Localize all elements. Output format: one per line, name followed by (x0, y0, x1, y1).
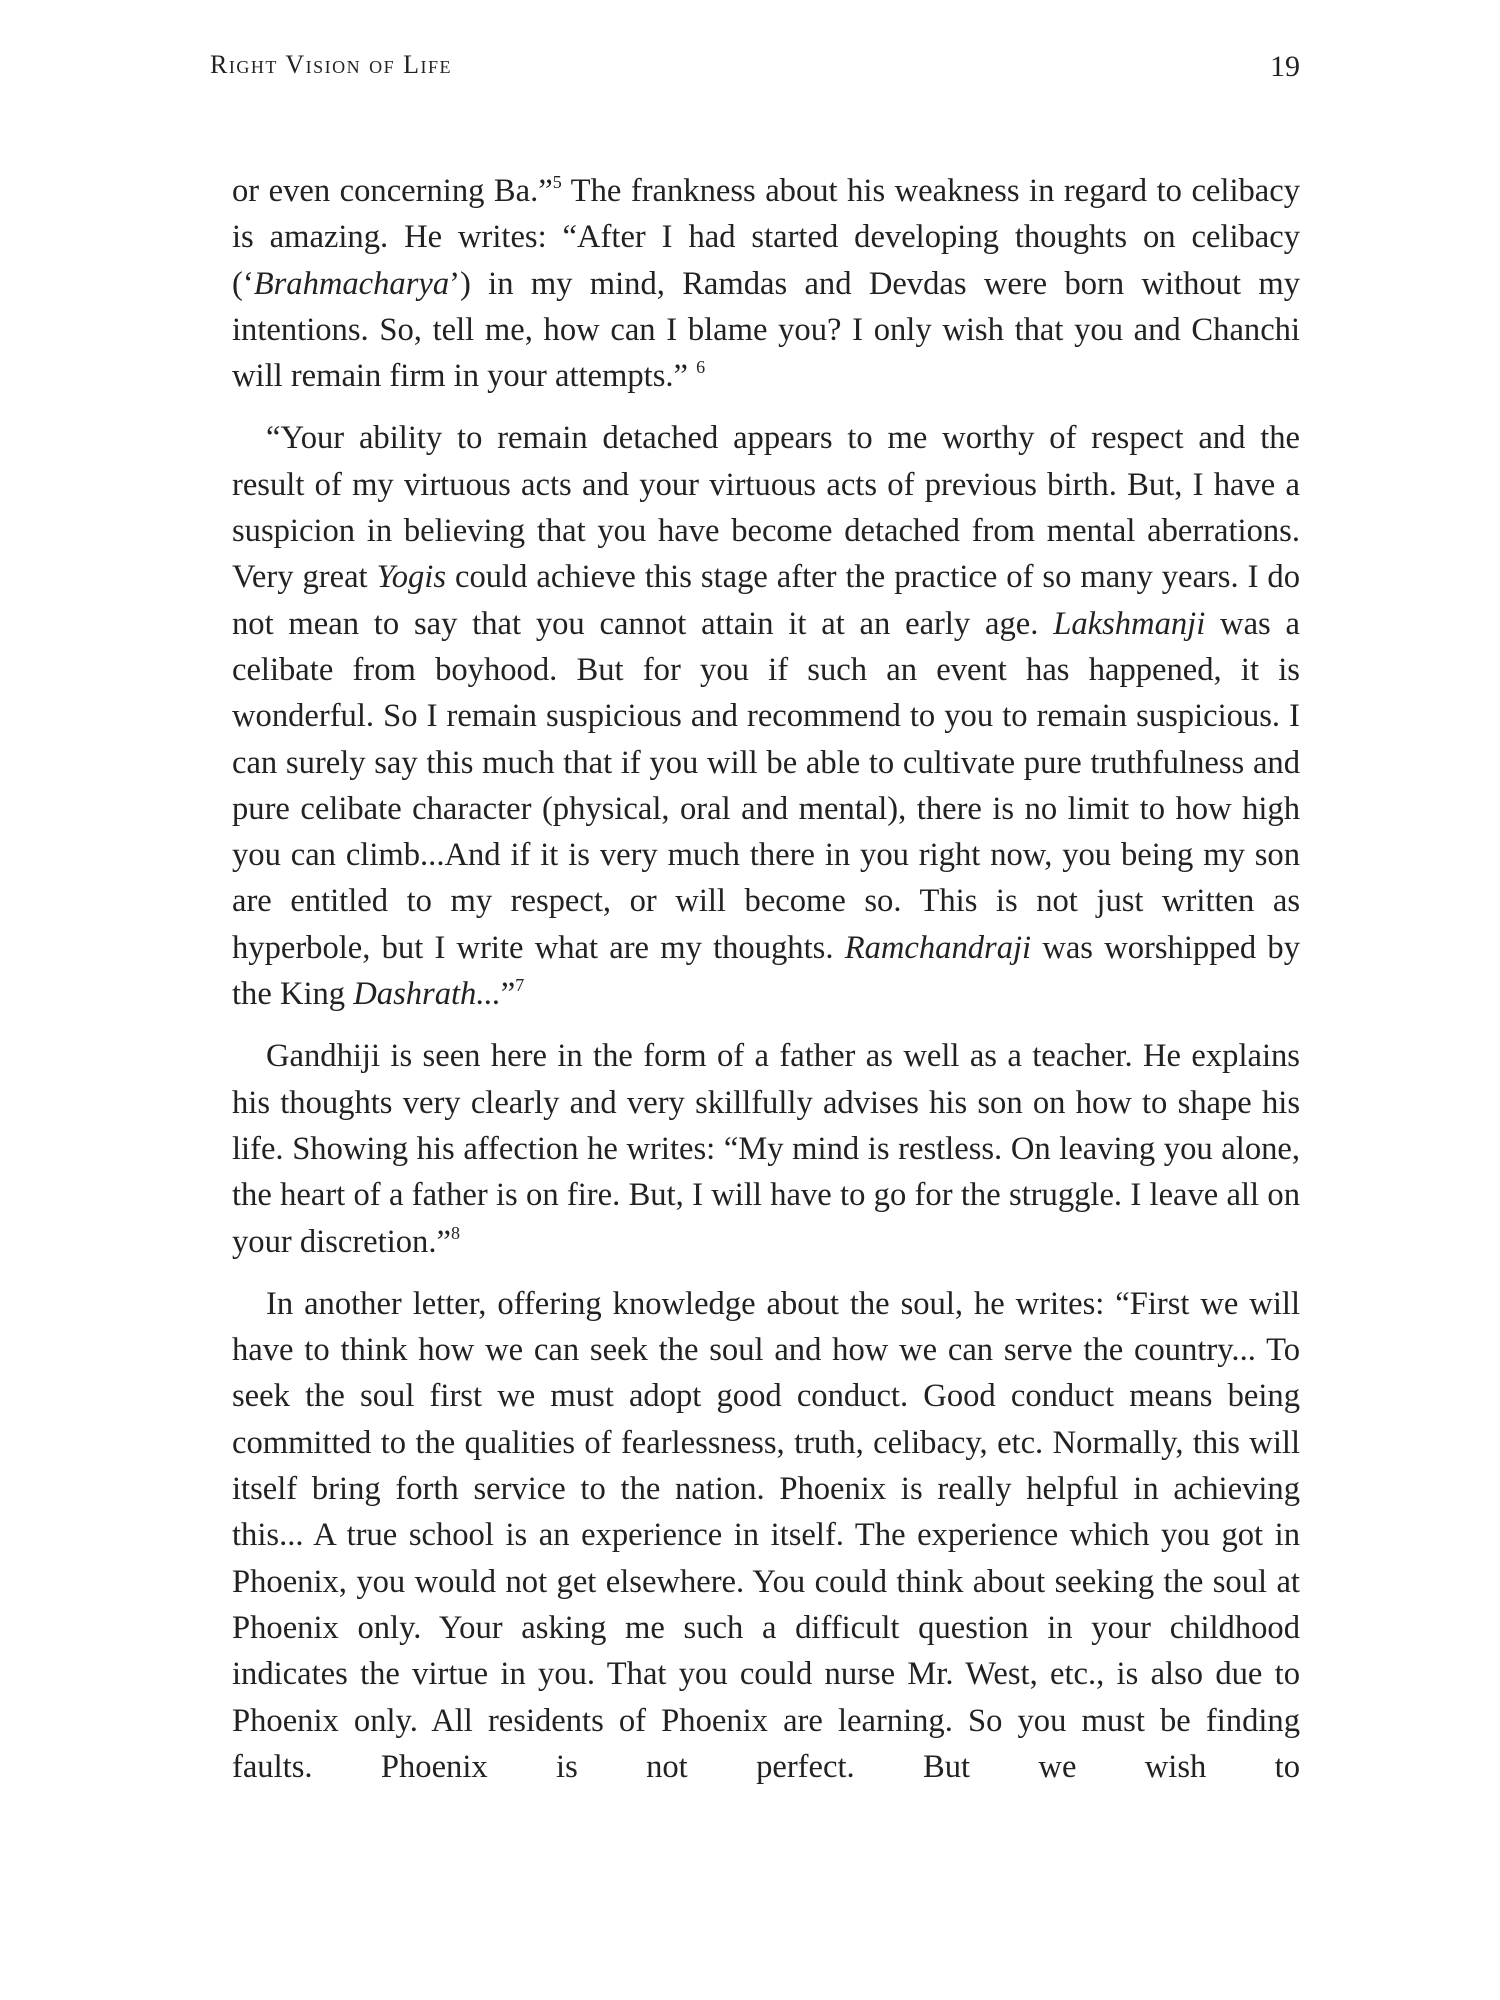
italic-term: Dashrath... (353, 976, 501, 1013)
paragraph-3 (232, 1033, 1300, 1264)
footnote-ref-5: 5 (552, 172, 562, 192)
text-run: or even concerning Ba.” (232, 173, 553, 209)
text-run: was a celibate from boyhood. But for you if such an event has happened, it is wonderful. So I remain suspicious and recommend to you to remain suspicious. I can surely say this much that if you will be able to cultivate pure truthfulness and pure celibate character (physical, oral and mental), there is no limit to how high you can climb...And if it is very much there in you right now, you being my son are entitled to my respect, or will become so. This is not just written as hyperbole, but I write what are my thoughts. (232, 605, 1300, 966)
paragraph-4 (232, 1281, 1300, 1790)
text-run: was worshipped by the King (232, 929, 1301, 1013)
footnote-ref-6: 6 (696, 357, 706, 378)
text-run: Gandhiji is seen here in the form of a father as well as a teacher. He explains his thoughts very clearly and very skillfully advises his son on how to shape his life. Showing his affection he writes: “My mind is restless. On leaving you alone, the heart of a father is on fire. But, I will have to go for the struggle. I leave all on your discretion.” (232, 1038, 1300, 1260)
italic-term: Yogis (376, 559, 447, 596)
footnote-ref-7: 7 (515, 975, 525, 996)
page-number: 19 (1270, 50, 1300, 83)
paragraph-1 (232, 168, 1300, 399)
text-run: ” (500, 976, 516, 1013)
text-run: In another letter, offering knowledge about the soul, he writes: “First we will have to think how we can seek the soul and how we can serve the country... To seek the soul first we must adopt good conduct. Good conduct means being committed to the qualities of fearlessness, truth, celibacy, etc. Normally, this will itself bring forth service to the nation. Phoenix is really helpful in achieving this... A true school is an experience in itself. The experience which you got in Phoenix, you would not get elsewhere. You could think about seeking the soul at Phoenix only. Your asking me such a difficult question in your childhood indicates the virtue in you. That you could nurse Mr. West, etc., is also due to Phoenix only. All residents of Phoenix are learning. So you must be finding faults. Phoenix is not perfect. But we wish to (232, 1285, 1300, 1785)
body-text (232, 168, 1300, 1806)
italic-term: Lakshmanji (1053, 605, 1206, 642)
text-run: ’) in my mind, Ramdas and Devdas were born without my intentions. So, tell me, how can I blame you? I only wish that you and Chanchi will remain firm in your attempts.” (232, 265, 1300, 395)
footnote-ref-8: 8 (450, 1222, 460, 1243)
italic-term: Brahmacharya (253, 265, 450, 302)
paragraph-2 (232, 415, 1300, 1017)
text-run: “Your ability to remain detached appears to me worthy of respect and the result of my virtuous acts and your virtuous acts of previous birth. But, I have a suspicion in believing that you have become detached from mental aberrations. Very great (232, 420, 1300, 596)
running-title: Right Vision of Life (210, 50, 453, 79)
text-run: could achieve this stage after the practice of so many years. I do not mean to say that you cannot attain it at an early age. (232, 559, 1300, 642)
italic-term: Ramchandraji (844, 929, 1032, 966)
text-run: The frankness about his weakness in regard to celibacy is amazing. He writes: “After I had started developing thoughts on celibacy (‘ (232, 173, 1300, 302)
